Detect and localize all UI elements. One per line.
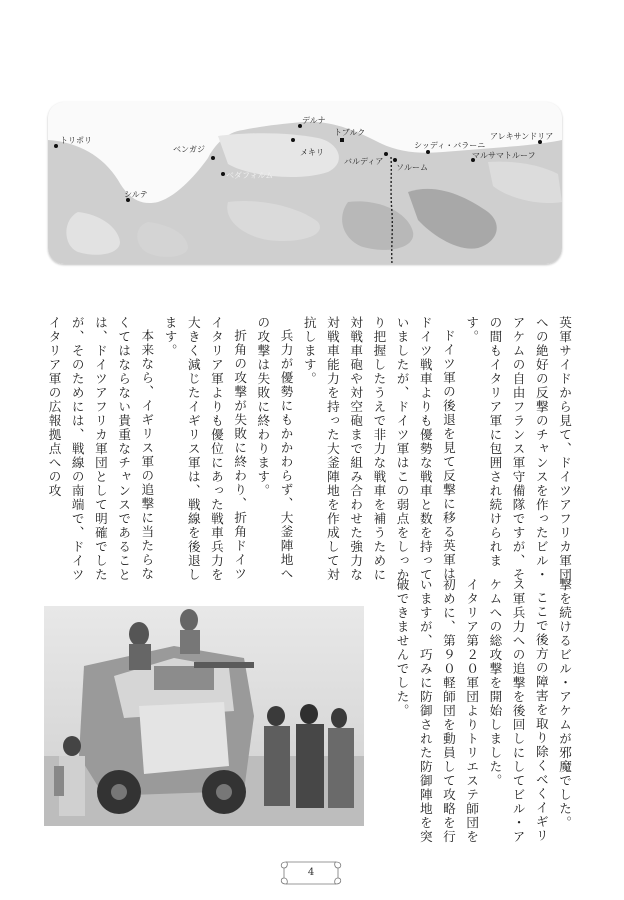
city-label-derna: デルナ xyxy=(302,116,326,125)
paragraph: ドイツ軍の後退を見て反撃に移る英軍はドイツ戦車よりも優勢な戦車と数を持っていましたが、ドイツ軍はこの弱点をしっかり把握したうえで非力な戦車を補うために対戦車砲や対空砲まで組み合わせた強力な対戦車能力を持った大釜陣地を作成して対抗します。 xyxy=(301,316,456,582)
city-label-alexandria: アレキサンドリア xyxy=(490,132,554,141)
paragraph: イタリア第２０軍団よりトリエステ師団を初めに、第９０軽師団を動員して攻略を行いますが、巧みに防御された防御陣地を突破できませんでした。 xyxy=(394,578,480,844)
paragraph: 兵力が優勢にもかかわらず、大釜陣地への攻撃は失敗に終わります。 xyxy=(255,316,294,581)
north-africa-map xyxy=(48,102,562,264)
map-graphic xyxy=(48,102,562,264)
city-label-benghazi: ベンガジ xyxy=(173,145,205,154)
city-label-tripoli: トリポリ xyxy=(60,136,92,145)
body-text-upper xyxy=(46,316,576,584)
city-label-tobruk: トブルク xyxy=(334,128,366,137)
paragraph: 英軍サイドから見て、ドイツアフリカ軍団への絶好の反撃のチャンスを作ったビル・アケムの自由フランス軍守備隊ですが、その間もイタリア軍に包囲され続けられます。 xyxy=(464,316,572,582)
armored-car-photo xyxy=(44,606,364,826)
page-number-ornament xyxy=(278,856,344,890)
city-label-sollum: ソルーム xyxy=(396,163,428,172)
paragraph: 本来なら、イギリス軍の追撃に当たらなくてはならない貴重なチャンスであることは、ドイツアフリカ軍団として明確でしたが、そのためには、戦線の南端で、ドイツイタリア軍の広報拠点への攻 xyxy=(46,316,155,582)
city-label-beda-fomm: ベダフォルム xyxy=(226,171,274,180)
body-text-lower xyxy=(371,578,576,846)
paragraph: 撃を続けるビル・アケムが邪魔でした。 xyxy=(557,578,572,830)
city-label-bardia: バルディア xyxy=(344,157,384,166)
photo-graphic xyxy=(44,606,364,826)
page-number: 4 xyxy=(307,867,315,878)
paragraph: ここで後方の障害を取り除くべくイギリス軍兵力への追撃を後回しにしてビル・アケムへの総攻撃を開始しました。 xyxy=(487,578,549,844)
city-label-sirte: シルテ xyxy=(124,190,148,199)
city-label-mechili: メキリ xyxy=(300,148,324,157)
city-label-mersa-matruh: マルサマトルーフ xyxy=(472,151,536,160)
city-label-sidi-barrani: シッディ・バラーニ xyxy=(414,141,486,150)
paragraph: 折角の攻撃が失敗に終わり、折角ドイツイタリア軍よりも優位にあった戦車兵力を大きく減じたイギリス軍は、戦線を後退します。 xyxy=(162,316,248,582)
